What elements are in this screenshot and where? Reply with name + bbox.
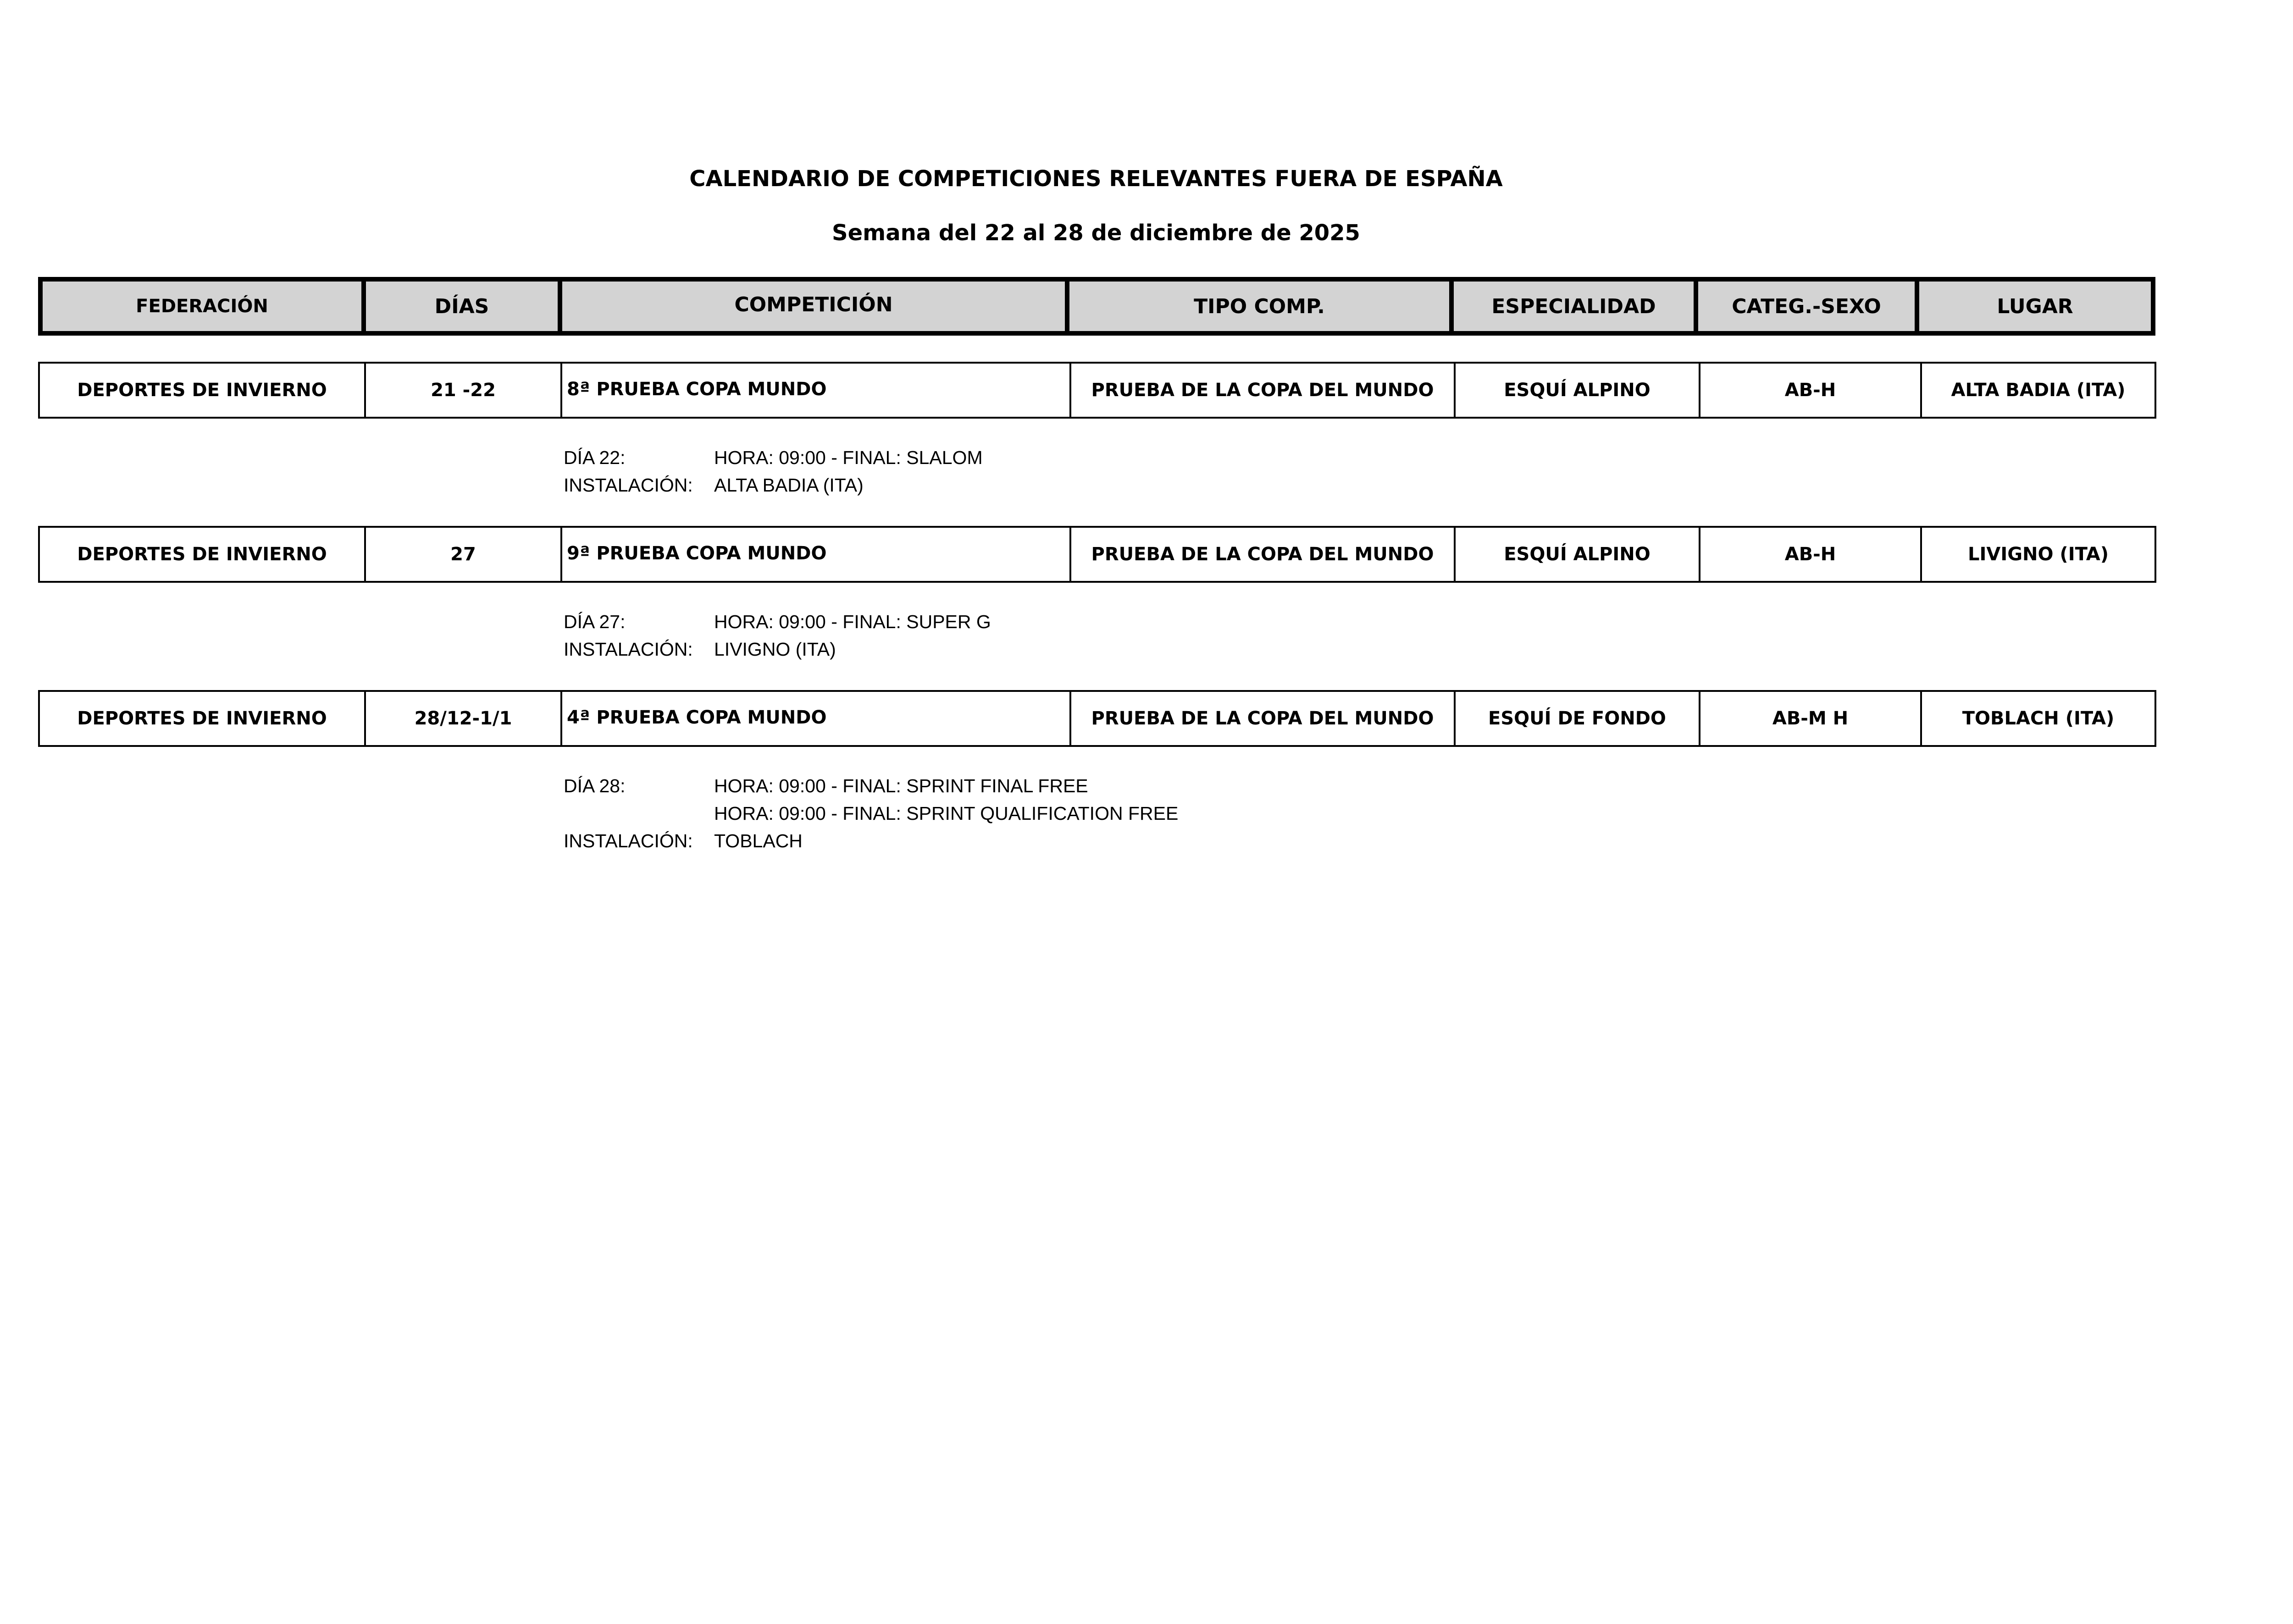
cell-tipo-comp: PRUEBA DE LA COPA DEL MUNDO (1071, 692, 1456, 745)
detail-line (564, 772, 1178, 800)
detail-label: INSTALACIÓN: (564, 639, 693, 660)
detail-line (564, 608, 991, 635)
cell-categ-sexo: AB-H (1700, 528, 1922, 581)
detail-line (564, 635, 991, 663)
cell-tipo-comp: PRUEBA DE LA COPA DEL MUNDO (1071, 528, 1456, 581)
header-competicion: COMPETICIÓN (562, 282, 1069, 331)
cell-especialidad: ESQUÍ ALPINO (1456, 364, 1700, 417)
table-row (38, 362, 2156, 419)
detail-line (564, 471, 983, 499)
detail-line (564, 800, 1178, 827)
cell-competicion: 8ª PRUEBA COPA MUNDO (562, 364, 1071, 417)
detail-label: INSTALACIÓN: (564, 475, 693, 496)
header-federacion: FEDERACIÓN (43, 282, 366, 331)
table-header (38, 277, 2155, 336)
header-lugar: LUGAR (1919, 282, 2151, 331)
cell-especialidad: ESQUÍ DE FONDO (1456, 692, 1700, 745)
cell-dias: 27 (366, 528, 562, 581)
cell-competicion: 4ª PRUEBA COPA MUNDO (562, 692, 1071, 745)
cell-federacion: DEPORTES DE INVIERNO (40, 364, 366, 417)
table-row (38, 690, 2156, 747)
cell-federacion: DEPORTES DE INVIERNO (40, 692, 366, 745)
row-details (564, 608, 991, 663)
detail-line (564, 827, 1178, 855)
detail-label: DÍA 28: (564, 775, 626, 796)
cell-tipo-comp: PRUEBA DE LA COPA DEL MUNDO (1071, 364, 1456, 417)
detail-value: TOBLACH (714, 830, 803, 851)
detail-value: HORA: 09:00 - FINAL: SPRINT QUALIFICATION FREE (714, 803, 1179, 824)
header-dias: DÍAS (366, 282, 562, 331)
detail-label: DÍA 27: (564, 611, 626, 632)
row-details (564, 444, 983, 499)
detail-label: DÍA 22: (564, 447, 626, 468)
cell-categ-sexo: AB-H (1700, 364, 1922, 417)
detail-value: HORA: 09:00 - FINAL: SPRINT FINAL FREE (714, 775, 1088, 796)
cell-lugar: TOBLACH (ITA) (1962, 708, 2115, 729)
cell-federacion: DEPORTES DE INVIERNO (40, 528, 366, 581)
cell-lugar: LIVIGNO (ITA) (1967, 544, 2109, 565)
page-subtitle: Semana del 22 al 28 de diciembre de 2025 (832, 220, 1360, 246)
cell-dias: 21 -22 (366, 364, 562, 417)
cell-dias: 28/12-1/1 (366, 692, 562, 745)
header-categ-sexo: CATEG.-SEXO (1698, 282, 1919, 331)
cell-especialidad: ESQUÍ ALPINO (1456, 528, 1700, 581)
cell-categ-sexo: AB-M H (1700, 692, 1922, 745)
cell-lugar: ALTA BADIA (ITA) (1951, 380, 2126, 401)
detail-value: ALTA BADIA (ITA) (714, 475, 864, 496)
header-tipo-comp: TIPO COMP. (1069, 282, 1454, 331)
row-details (564, 772, 1178, 855)
detail-value: HORA: 09:00 - FINAL: SLALOM (714, 447, 983, 468)
page-title: CALENDARIO DE COMPETICIONES RELEVANTES FUERA DE ESPAÑA (689, 166, 1503, 192)
table-row (38, 526, 2156, 583)
header-especialidad: ESPECIALIDAD (1454, 282, 1698, 331)
detail-line (564, 444, 983, 471)
detail-value: HORA: 09:00 - FINAL: SUPER G (714, 611, 991, 632)
detail-label: INSTALACIÓN: (564, 830, 693, 851)
detail-value: LIVIGNO (ITA) (714, 639, 836, 660)
detail-label (564, 800, 714, 827)
cell-competicion: 9ª PRUEBA COPA MUNDO (562, 528, 1071, 581)
